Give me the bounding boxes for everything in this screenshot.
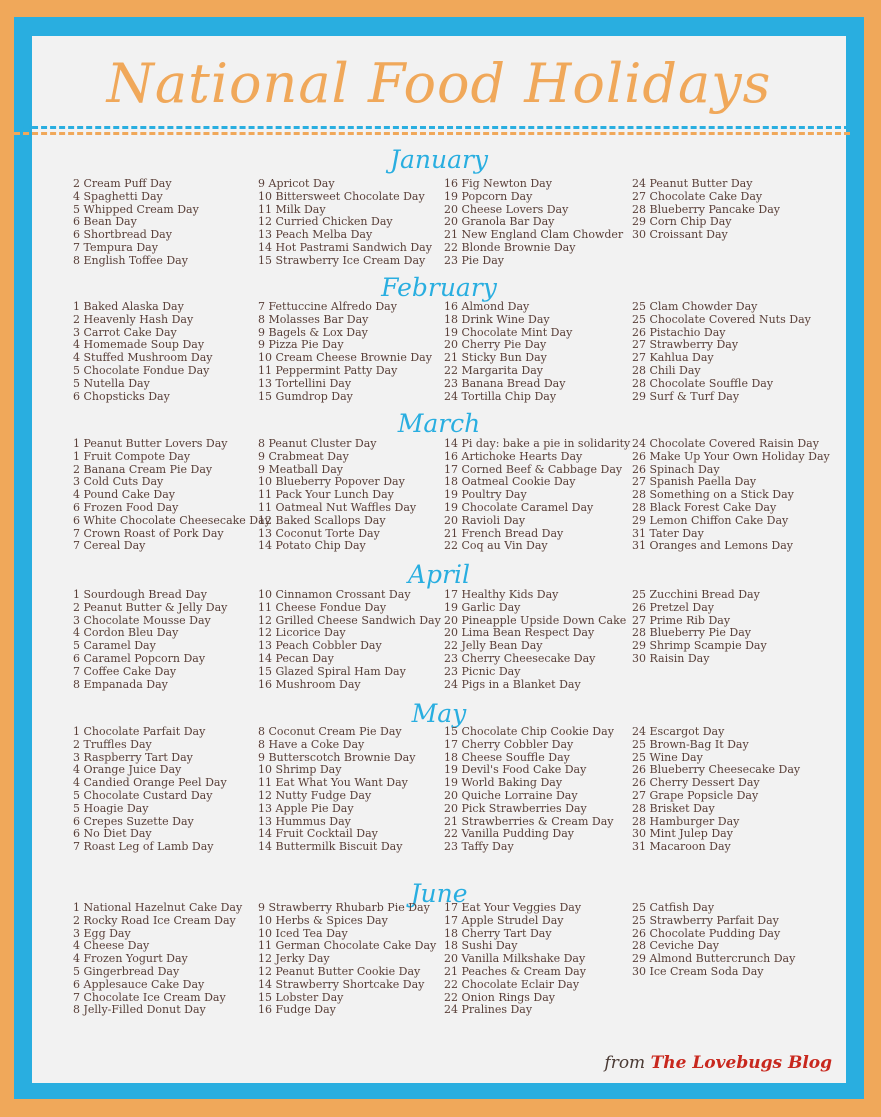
holiday-item: 25 Brown-Bag It Day: [632, 737, 749, 751]
holiday-item: 14 Pecan Day: [258, 651, 334, 665]
holiday-item: 1 Baked Alaska Day: [73, 300, 184, 313]
holiday-item: 24 Pigs in a Blanket Day: [444, 677, 581, 691]
holiday-item: 11 Eat What You Want Day: [258, 776, 408, 790]
holiday-item: 2 Heavenly Hash Day: [73, 312, 194, 326]
holiday-item: 9 Strawberry Rhubarb Pie Day: [258, 901, 430, 914]
holiday-item: 21 Peaches & Cream Day: [444, 964, 586, 978]
holiday-item: 15 Strawberry Ice Cream Day: [258, 253, 426, 267]
holiday-item: 23 Taffy Day: [444, 840, 514, 854]
holiday-item: 17 Eat Your Veggies Day: [444, 901, 582, 914]
month-title-february: February: [381, 273, 497, 302]
holiday-item: 4 Pound Cake Day: [73, 488, 176, 502]
holiday-item: 2 Peanut Butter & Jelly Day: [73, 600, 228, 614]
holiday-item: 31 Tater Day: [632, 526, 704, 540]
holiday-item: 13 Hummus Day: [258, 814, 351, 828]
holiday-item: 3 Raspberry Tart Day: [73, 750, 193, 764]
holiday-item: 11 Oatmeal Nut Waffles Day: [258, 500, 417, 514]
holiday-item: 13 Tortellini Day: [258, 376, 352, 390]
holiday-item: 9 Crabmeat Day: [258, 449, 349, 463]
holiday-item: 7 Fettuccine Alfredo Day: [258, 300, 397, 313]
holiday-column: [444, 438, 634, 553]
holiday-item: 10 Cream Cheese Brownie Day: [258, 351, 432, 365]
holiday-item: 2 Cream Puff Day: [73, 177, 172, 190]
holiday-column: [258, 902, 448, 1017]
holiday-item: 14 Fruit Cocktail Day: [258, 827, 378, 841]
month-title-march: March: [397, 409, 481, 438]
holiday-item: 25 Strawberry Parfait Day: [632, 913, 779, 927]
holiday-item: 25 Wine Day: [632, 750, 703, 764]
holiday-item: 23 Banana Bread Day: [444, 376, 566, 390]
holiday-item: 6 Chopsticks Day: [73, 389, 170, 403]
holiday-item: 4 Cordon Bleu Day: [73, 626, 179, 640]
holiday-column: [444, 301, 634, 403]
page-title: National Food Holidays: [106, 52, 772, 115]
holiday-item: 7 Cereal Day: [73, 539, 146, 553]
holiday-item: 28 Chocolate Souffle Day: [632, 376, 774, 390]
holiday-column: [444, 178, 634, 268]
holiday-item: 2 Rocky Road Ice Cream Day: [73, 913, 236, 927]
holiday-item: 9 Pizza Pie Day: [258, 338, 344, 352]
holiday-item: 20 Cherry Pie Day: [444, 338, 547, 352]
holiday-item: 31 Oranges and Lemons Day: [632, 539, 793, 553]
holiday-item: 27 Grape Popsicle Day: [632, 788, 759, 802]
holiday-item: 12 Baked Scallops Day: [258, 513, 386, 527]
holiday-item: 20 Granola Bar Day: [444, 215, 555, 229]
month-title-january: January: [389, 145, 489, 174]
holiday-item: 23 Pie Day: [444, 253, 505, 267]
holiday-item: 4 Stuffed Mushroom Day: [73, 351, 213, 365]
orange-dashed-divider: [14, 132, 850, 135]
holiday-item: 11 Cheese Fondue Day: [258, 600, 387, 614]
holiday-item: 21 New England Clam Chowder: [444, 228, 624, 242]
holiday-item: 17 Healthy Kids Day: [444, 588, 559, 601]
holiday-item: 12 Licorice Day: [258, 626, 346, 640]
holiday-item: 27 Strawberry Day: [632, 338, 739, 352]
holiday-item: 22 Onion Rings Day: [444, 990, 555, 1004]
holiday-item: 6 White Chocolate Cheesecake Day: [73, 513, 271, 527]
blue-dashed-divider: [14, 126, 850, 129]
holiday-item: 4 Spaghetti Day: [73, 189, 163, 203]
holiday-item: 30 Raisin Day: [632, 651, 710, 665]
holiday-item: 13 Peach Cobbler Day: [258, 639, 382, 653]
holiday-item: 25 Clam Chowder Day: [632, 300, 758, 313]
holiday-item: 21 Strawberries & Cream Day: [444, 814, 614, 828]
holiday-item: 11 Peppermint Patty Day: [258, 363, 398, 377]
holiday-item: 5 Whipped Cream Day: [73, 202, 199, 216]
holiday-item: 3 Chocolate Mousse Day: [73, 613, 211, 627]
holiday-item: 18 Drink Wine Day: [444, 312, 550, 326]
holiday-item: 6 Applesauce Cake Day: [73, 977, 205, 991]
holiday-item: 6 Bean Day: [73, 215, 137, 229]
holiday-item: 28 Brisket Day: [632, 801, 715, 815]
credit-brand: The Lovebugs Blog: [650, 1053, 832, 1073]
month-title-june: June: [410, 879, 468, 908]
holiday-column: [632, 437, 830, 553]
holiday-column: [258, 301, 448, 403]
holiday-item: 12 Nutty Fudge Day: [258, 788, 372, 802]
holiday-item: 9 Meatball Day: [258, 462, 343, 476]
holiday-item: 26 Pretzel Day: [632, 600, 714, 614]
holiday-item: 7 Tempura Day: [73, 240, 158, 254]
holiday-item: 29 Lemon Chiffon Cake Day: [632, 513, 789, 527]
holiday-item: 4 Frozen Yogurt Day: [73, 952, 188, 966]
holiday-item: 20 Ravioli Day: [444, 513, 526, 527]
holiday-item: 6 Caramel Popcorn Day: [73, 651, 206, 665]
holiday-item: 17 Corned Beef & Cabbage Day: [444, 462, 623, 476]
holiday-item: 10 Bittersweet Chocolate Day: [258, 189, 425, 203]
holiday-column: [73, 437, 271, 553]
holiday-item: 10 Iced Tea Day: [258, 926, 348, 940]
holiday-item: 27 Kahlua Day: [632, 351, 714, 365]
holiday-column: [444, 726, 634, 854]
holiday-item: 24 Escargot Day: [632, 725, 725, 738]
holiday-item: 30 Croissant Day: [632, 228, 728, 242]
holiday-item: 22 Coq au Vin Day: [444, 539, 548, 553]
holiday-item: 5 Gingerbread Day: [73, 964, 180, 978]
holiday-item: 6 Frozen Food Day: [73, 500, 179, 514]
holiday-item: 24 Peanut Butter Day: [632, 177, 753, 190]
holiday-item: 11 Milk Day: [258, 202, 326, 216]
holiday-item: 10 Blueberry Popover Day: [258, 475, 405, 489]
holiday-item: 24 Pralines Day: [444, 1003, 533, 1017]
holiday-item: 8 Molasses Bar Day: [258, 312, 369, 326]
holiday-item: 20 Pineapple Upside Down Cake: [444, 613, 627, 627]
holiday-column: [258, 178, 448, 268]
holiday-item: 1 Sourdough Bread Day: [73, 588, 207, 601]
holiday-item: 2 Truffles Day: [73, 737, 152, 751]
holiday-item: 23 Cherry Cheesecake Day: [444, 651, 596, 665]
holiday-item: 7 Roast Leg of Lamb Day: [73, 840, 214, 854]
holiday-column: [632, 902, 822, 979]
holiday-item: 10 Herbs & Spices Day: [258, 913, 388, 927]
holiday-item: 11 Pack Your Lunch Day: [258, 488, 394, 502]
holiday-item: 28 Hamburger Day: [632, 814, 740, 828]
holiday-item: 6 Shortbread Day: [73, 228, 172, 242]
holiday-item: 20 Quiche Lorraine Day: [444, 788, 578, 802]
holiday-column: [258, 726, 448, 854]
holiday-item: 8 English Toffee Day: [73, 253, 188, 267]
holiday-item: 5 Caramel Day: [73, 639, 156, 653]
holiday-item: 10 Cinnamon Crossant Day: [258, 588, 411, 601]
holiday-column: [73, 726, 263, 854]
holiday-column: [632, 301, 822, 403]
holiday-item: 1 Fruit Compote Day: [73, 449, 191, 463]
holiday-item: 11 German Chocolate Cake Day: [258, 939, 437, 953]
holiday-item: 26 Make Up Your Own Holiday Day: [632, 449, 830, 463]
holiday-item: 15 Lobster Day: [258, 990, 344, 1004]
holiday-item: 15 Gumdrop Day: [258, 389, 353, 403]
holiday-column: [444, 589, 634, 691]
holiday-item: 18 Cheese Souffle Day: [444, 750, 570, 764]
month-title-may: May: [411, 699, 467, 728]
holiday-item: 28 Something on a Stick Day: [632, 488, 794, 502]
holiday-column: [258, 438, 448, 553]
holiday-item: 8 Have a Coke Day: [258, 737, 365, 751]
holiday-item: 12 Jerky Day: [258, 952, 330, 966]
holiday-item: 27 Spanish Paella Day: [632, 475, 757, 489]
holiday-column: [73, 301, 263, 403]
holiday-item: 19 Chocolate Mint Day: [444, 325, 573, 339]
holiday-item: 21 Sticky Bun Day: [444, 351, 547, 365]
holiday-item: 19 World Baking Day: [444, 776, 563, 790]
holiday-item: 14 Buttermilk Biscuit Day: [258, 840, 403, 854]
holiday-item: 29 Corn Chip Day: [632, 215, 732, 229]
holiday-item: 29 Almond Buttercrunch Day: [632, 952, 796, 966]
holiday-item: 27 Prime Rib Day: [632, 613, 731, 627]
holiday-item: 20 Lima Bean Respect Day: [444, 626, 595, 640]
holiday-item: 16 Fudge Day: [258, 1003, 336, 1017]
holiday-item: 6 Crepes Suzette Day: [73, 814, 194, 828]
holiday-item: 8 Empanada Day: [73, 677, 168, 691]
holiday-item: 1 Peanut Butter Lovers Day: [73, 437, 228, 450]
holiday-column: [73, 178, 263, 268]
holiday-item: 28 Black Forest Cake Day: [632, 500, 777, 514]
holiday-item: 14 Pi day: bake a pie in solidarity: [444, 437, 631, 450]
holiday-item: 22 Blonde Brownie Day: [444, 240, 576, 254]
holiday-item: 27 Chocolate Cake Day: [632, 189, 763, 203]
holiday-item: 29 Surf & Turf Day: [632, 389, 740, 403]
holiday-item: 4 Orange Juice Day: [73, 763, 182, 777]
holiday-item: 25 Zucchini Bread Day: [632, 588, 760, 601]
holiday-item: 4 Cheese Day: [73, 939, 150, 953]
holiday-item: 1 Chocolate Parfait Day: [73, 725, 206, 738]
holiday-item: 16 Fig Newton Day: [444, 177, 552, 190]
credit-line: [604, 1053, 832, 1073]
holiday-item: 16 Mushroom Day: [258, 677, 361, 691]
holiday-item: 26 Cherry Dessert Day: [632, 776, 760, 790]
holiday-item: 18 Sushi Day: [444, 939, 518, 953]
holiday-item: 25 Catfish Day: [632, 901, 715, 914]
holiday-item: 31 Macaroon Day: [632, 840, 731, 854]
holiday-item: 9 Butterscotch Brownie Day: [258, 750, 416, 764]
holiday-item: 8 Coconut Cream Pie Day: [258, 725, 402, 738]
holiday-item: 14 Hot Pastrami Sandwich Day: [258, 240, 432, 254]
holiday-item: 17 Cherry Cobbler Day: [444, 737, 574, 751]
holiday-item: 8 Jelly-Filled Donut Day: [73, 1003, 206, 1017]
holiday-item: 5 Chocolate Fondue Day: [73, 363, 210, 377]
holiday-item: 24 Chocolate Covered Raisin Day: [632, 437, 819, 450]
holiday-item: 10 Shrimp Day: [258, 763, 342, 777]
holiday-item: 15 Chocolate Chip Cookie Day: [444, 725, 614, 738]
holiday-item: 20 Vanilla Milkshake Day: [444, 952, 586, 966]
credit-prefix: from: [604, 1053, 646, 1073]
holiday-item: 26 Spinach Day: [632, 462, 720, 476]
holiday-item: 29 Shrimp Scampie Day: [632, 639, 767, 653]
holiday-item: 20 Pick Strawberries Day: [444, 801, 587, 815]
holiday-item: 21 French Bread Day: [444, 526, 564, 540]
holiday-item: 26 Pistachio Day: [632, 325, 726, 339]
holiday-item: 15 Glazed Spiral Ham Day: [258, 664, 406, 678]
holiday-column: [73, 589, 263, 691]
holiday-item: 13 Coconut Torte Day: [258, 526, 380, 540]
holiday-column: [444, 902, 634, 1017]
holiday-item: 18 Oatmeal Cookie Day: [444, 475, 576, 489]
holiday-item: 4 Homemade Soup Day: [73, 338, 205, 352]
holiday-item: 22 Chocolate Eclair Day: [444, 977, 580, 991]
holiday-item: 12 Curried Chicken Day: [258, 215, 393, 229]
holiday-item: 9 Apricot Day: [258, 177, 335, 190]
holiday-item: 19 Poultry Day: [444, 488, 527, 502]
holiday-item: 16 Almond Day: [444, 300, 530, 313]
holiday-item: 19 Popcorn Day: [444, 189, 533, 203]
holiday-item: 6 No Diet Day: [73, 827, 152, 841]
holiday-item: 14 Strawberry Shortcake Day: [258, 977, 425, 991]
holiday-item: 24 Tortilla Chip Day: [444, 389, 557, 403]
holiday-item: 4 Candied Orange Peel Day: [73, 776, 227, 790]
holiday-column: [632, 726, 822, 854]
holiday-item: 5 Hoagie Day: [73, 801, 149, 815]
holiday-item: 17 Apple Strudel Day: [444, 913, 564, 927]
holiday-item: 23 Picnic Day: [444, 664, 521, 678]
holiday-item: 7 Coffee Cake Day: [73, 664, 177, 678]
holiday-item: 22 Jelly Bean Day: [444, 639, 543, 653]
holiday-item: 13 Peach Melba Day: [258, 228, 373, 242]
holiday-item: 30 Ice Cream Soda Day: [632, 964, 764, 978]
holiday-column: [632, 589, 822, 666]
holiday-item: 30 Mint Julep Day: [632, 827, 733, 841]
holiday-item: 26 Blueberry Cheesecake Day: [632, 763, 801, 777]
holiday-item: 3 Carrot Cake Day: [73, 325, 177, 339]
holiday-item: 12 Peanut Butter Cookie Day: [258, 964, 421, 978]
content-card: [32, 36, 846, 1083]
holiday-item: 19 Devil's Food Cake Day: [444, 763, 587, 777]
holiday-item: 19 Chocolate Caramel Day: [444, 500, 594, 514]
holiday-item: 9 Bagels & Lox Day: [258, 325, 368, 339]
holiday-column: [73, 902, 263, 1017]
holiday-item: 7 Crown Roast of Pork Day: [73, 526, 224, 540]
holiday-item: 12 Grilled Cheese Sandwich Day: [258, 613, 441, 627]
holiday-item: 5 Nutella Day: [73, 376, 150, 390]
holiday-item: 3 Egg Day: [73, 926, 131, 940]
holiday-column: [258, 589, 448, 691]
holiday-item: 26 Chocolate Pudding Day: [632, 926, 781, 940]
holiday-item: 13 Apple Pie Day: [258, 801, 354, 815]
holiday-item: 28 Chili Day: [632, 363, 701, 377]
holiday-item: 7 Chocolate Ice Cream Day: [73, 990, 226, 1004]
holiday-item: 22 Vanilla Pudding Day: [444, 827, 574, 841]
holiday-item: 1 National Hazelnut Cake Day: [73, 901, 243, 914]
holiday-item: 16 Artichoke Hearts Day: [444, 449, 583, 463]
holiday-item: 8 Peanut Cluster Day: [258, 437, 377, 450]
holiday-item: 22 Margarita Day: [444, 363, 544, 377]
holiday-item: 5 Chocolate Custard Day: [73, 788, 213, 802]
holiday-item: 28 Ceviche Day: [632, 939, 719, 953]
holiday-item: 25 Chocolate Covered Nuts Day: [632, 312, 811, 326]
holiday-item: 18 Cherry Tart Day: [444, 926, 552, 940]
holiday-item: 19 Garlic Day: [444, 600, 521, 614]
month-title-april: April: [408, 560, 470, 589]
holiday-item: 14 Potato Chip Day: [258, 539, 366, 553]
holiday-item: 2 Banana Cream Pie Day: [73, 462, 213, 476]
holiday-item: 20 Cheese Lovers Day: [444, 202, 569, 216]
holiday-item: 28 Blueberry Pancake Day: [632, 202, 781, 216]
holiday-item: 28 Blueberry Pie Day: [632, 626, 751, 640]
holiday-column: [632, 178, 822, 242]
holiday-item: 3 Cold Cuts Day: [73, 475, 164, 489]
